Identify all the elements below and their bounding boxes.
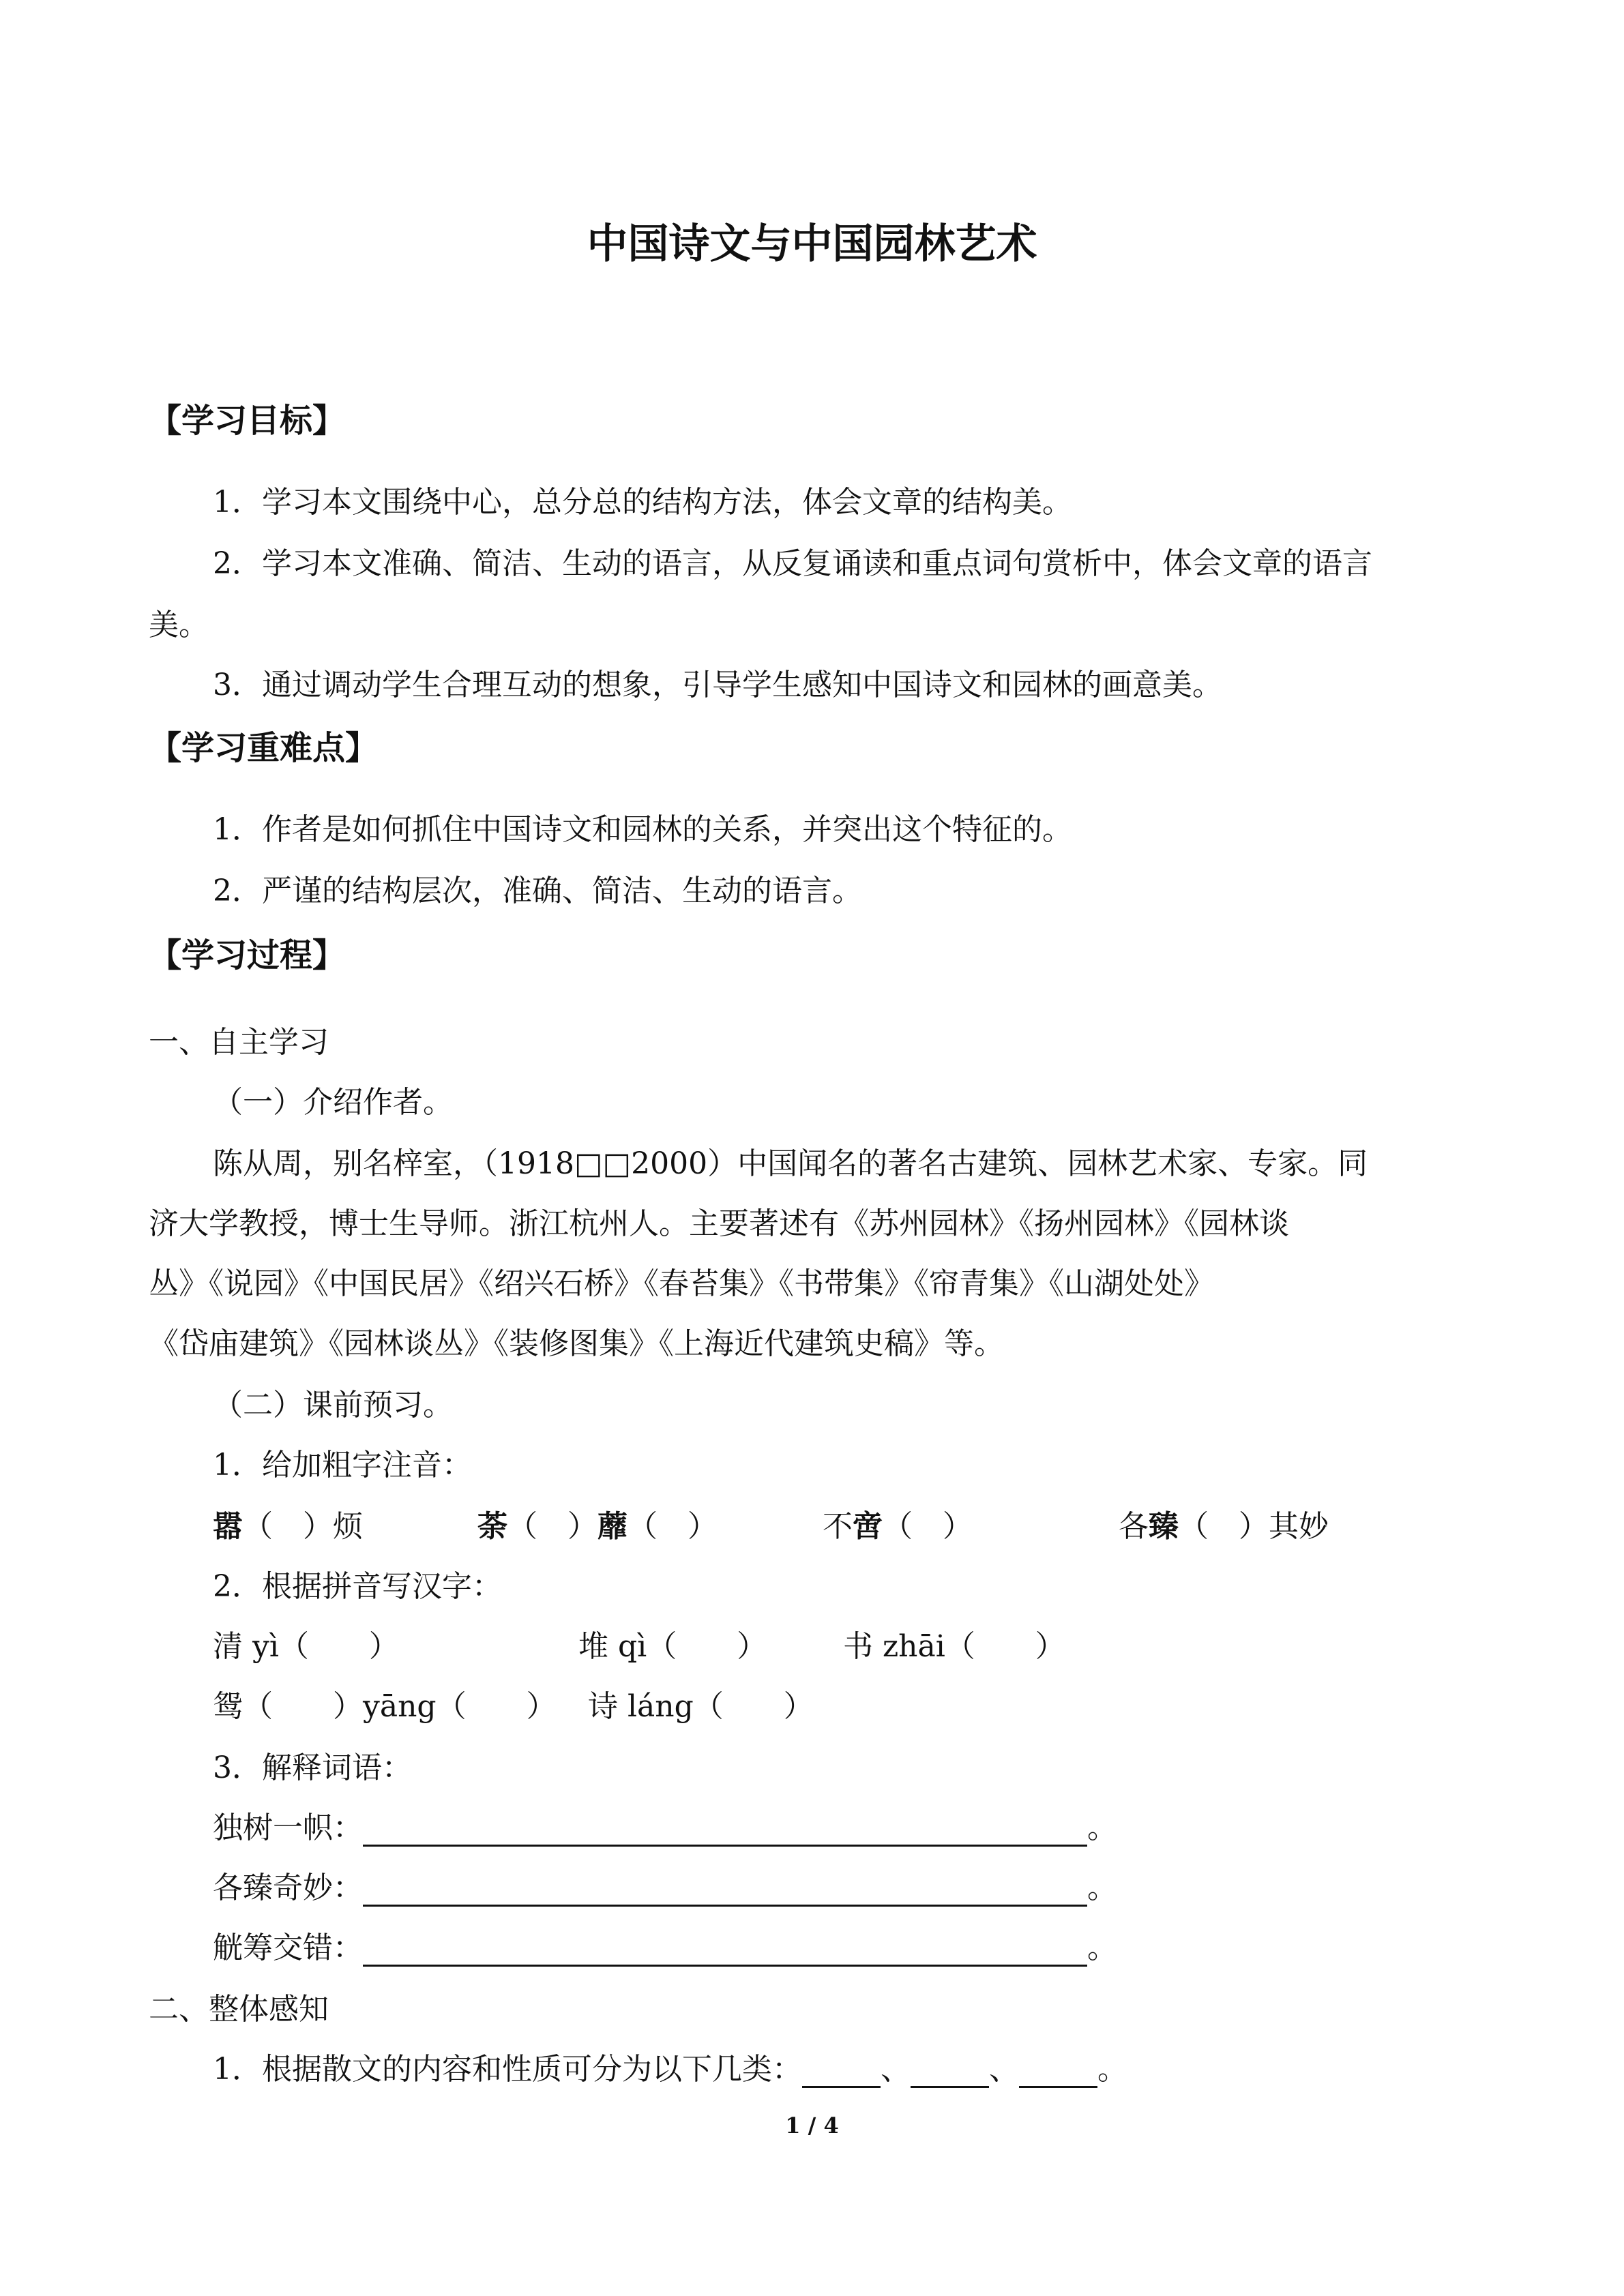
objective-item-continued: 美。: [149, 608, 209, 642]
author-paragraph-line: 丛》《说园》《中国民居》《绍兴石桥》《春苔集》《书带集》《帘青集》《山湖处处》: [149, 1266, 1214, 1301]
section-heading-objectives: 【学习目标】: [149, 402, 346, 440]
write-char-item: 堆 qì（ ）: [578, 1629, 767, 1664]
subsection-heading: （二）课前预习。: [213, 1388, 453, 1422]
question-3: 3．解释词语：: [213, 1750, 412, 1785]
write-char-item: 清 yì（ ）: [213, 1629, 399, 1664]
key-point-item: 1．作者是如何抓住中国诗文和园林的关系，并突出这个特征的。: [213, 812, 1072, 847]
question-4: 1．根据散文的内容和性质可分为以下几类： 、 、 。: [213, 2052, 1127, 2087]
answer-blank[interactable]: [1019, 2059, 1097, 2088]
author-paragraph-line: 《岱庙建筑》《园林谈丛》《装修图集》《上海近代建筑史稿》等。: [149, 1326, 1004, 1361]
write-char-item: 诗 láng（ ）: [588, 1689, 814, 1724]
objective-item: 1．学习本文围绕中心，总分总的结构方法，体会文章的结构美。: [213, 485, 1072, 520]
answer-blank[interactable]: [363, 1935, 1087, 1967]
part-heading: 二、整体感知: [149, 1992, 329, 2027]
part-heading: 一、自主学习: [149, 1025, 329, 1060]
pinyin-item: 各臻（ ）其妙: [1119, 1509, 1329, 1544]
subsection-heading: （一）介绍作者。: [213, 1085, 453, 1120]
pinyin-item: 荼（ ）蘼（ ）: [477, 1509, 718, 1544]
question-1: 1．给加粗字注音：: [213, 1448, 472, 1482]
term-definition-row: 觥筹交错： 。: [213, 1930, 1117, 1965]
write-char-item: 书 zhāi（ ）: [843, 1629, 1065, 1664]
write-char-item: 鸳（ ）yāng（ ）: [213, 1689, 557, 1724]
section-heading-process: 【学习过程】: [149, 936, 346, 974]
answer-blank[interactable]: [363, 1815, 1087, 1847]
page-title: 中国诗文与中国园林艺术: [587, 220, 1037, 268]
answer-blank[interactable]: [911, 2059, 989, 2088]
author-paragraph-line: 济大学教授，博士生导师。浙江杭州人。主要著述有《苏州园林》《扬州园林》《园林谈: [149, 1206, 1289, 1241]
answer-blank[interactable]: [363, 1875, 1087, 1907]
question-2: 2．根据拼音写汉字：: [213, 1569, 502, 1604]
objective-item: 3．通过调动学生合理互动的想象，引导学生感知中国诗文和园林的画意美。: [213, 668, 1222, 702]
key-point-item: 2．严谨的结构层次，准确、简洁、生动的语言。: [213, 874, 862, 908]
section-heading-key-points: 【学习重难点】: [149, 729, 379, 767]
pinyin-item: 嚣（ ）烦: [213, 1509, 363, 1544]
term-definition-row: 各臻奇妙： 。: [213, 1870, 1117, 1905]
objective-item: 2．学习本文准确、简洁、生动的语言，从反复诵读和重点词句赏析中，体会文章的语言: [213, 546, 1372, 581]
page-number: 1 / 4: [785, 2113, 839, 2138]
term-definition-row: 独树一帜： 。: [213, 1810, 1117, 1845]
author-paragraph-line: 陈从周，别名梓室，（1918□□2000）中国闻名的著名古建筑、园林艺术家、专家。同: [213, 1146, 1368, 1181]
answer-blank[interactable]: [802, 2059, 881, 2088]
pinyin-item: 不啻（ ）: [823, 1509, 973, 1544]
